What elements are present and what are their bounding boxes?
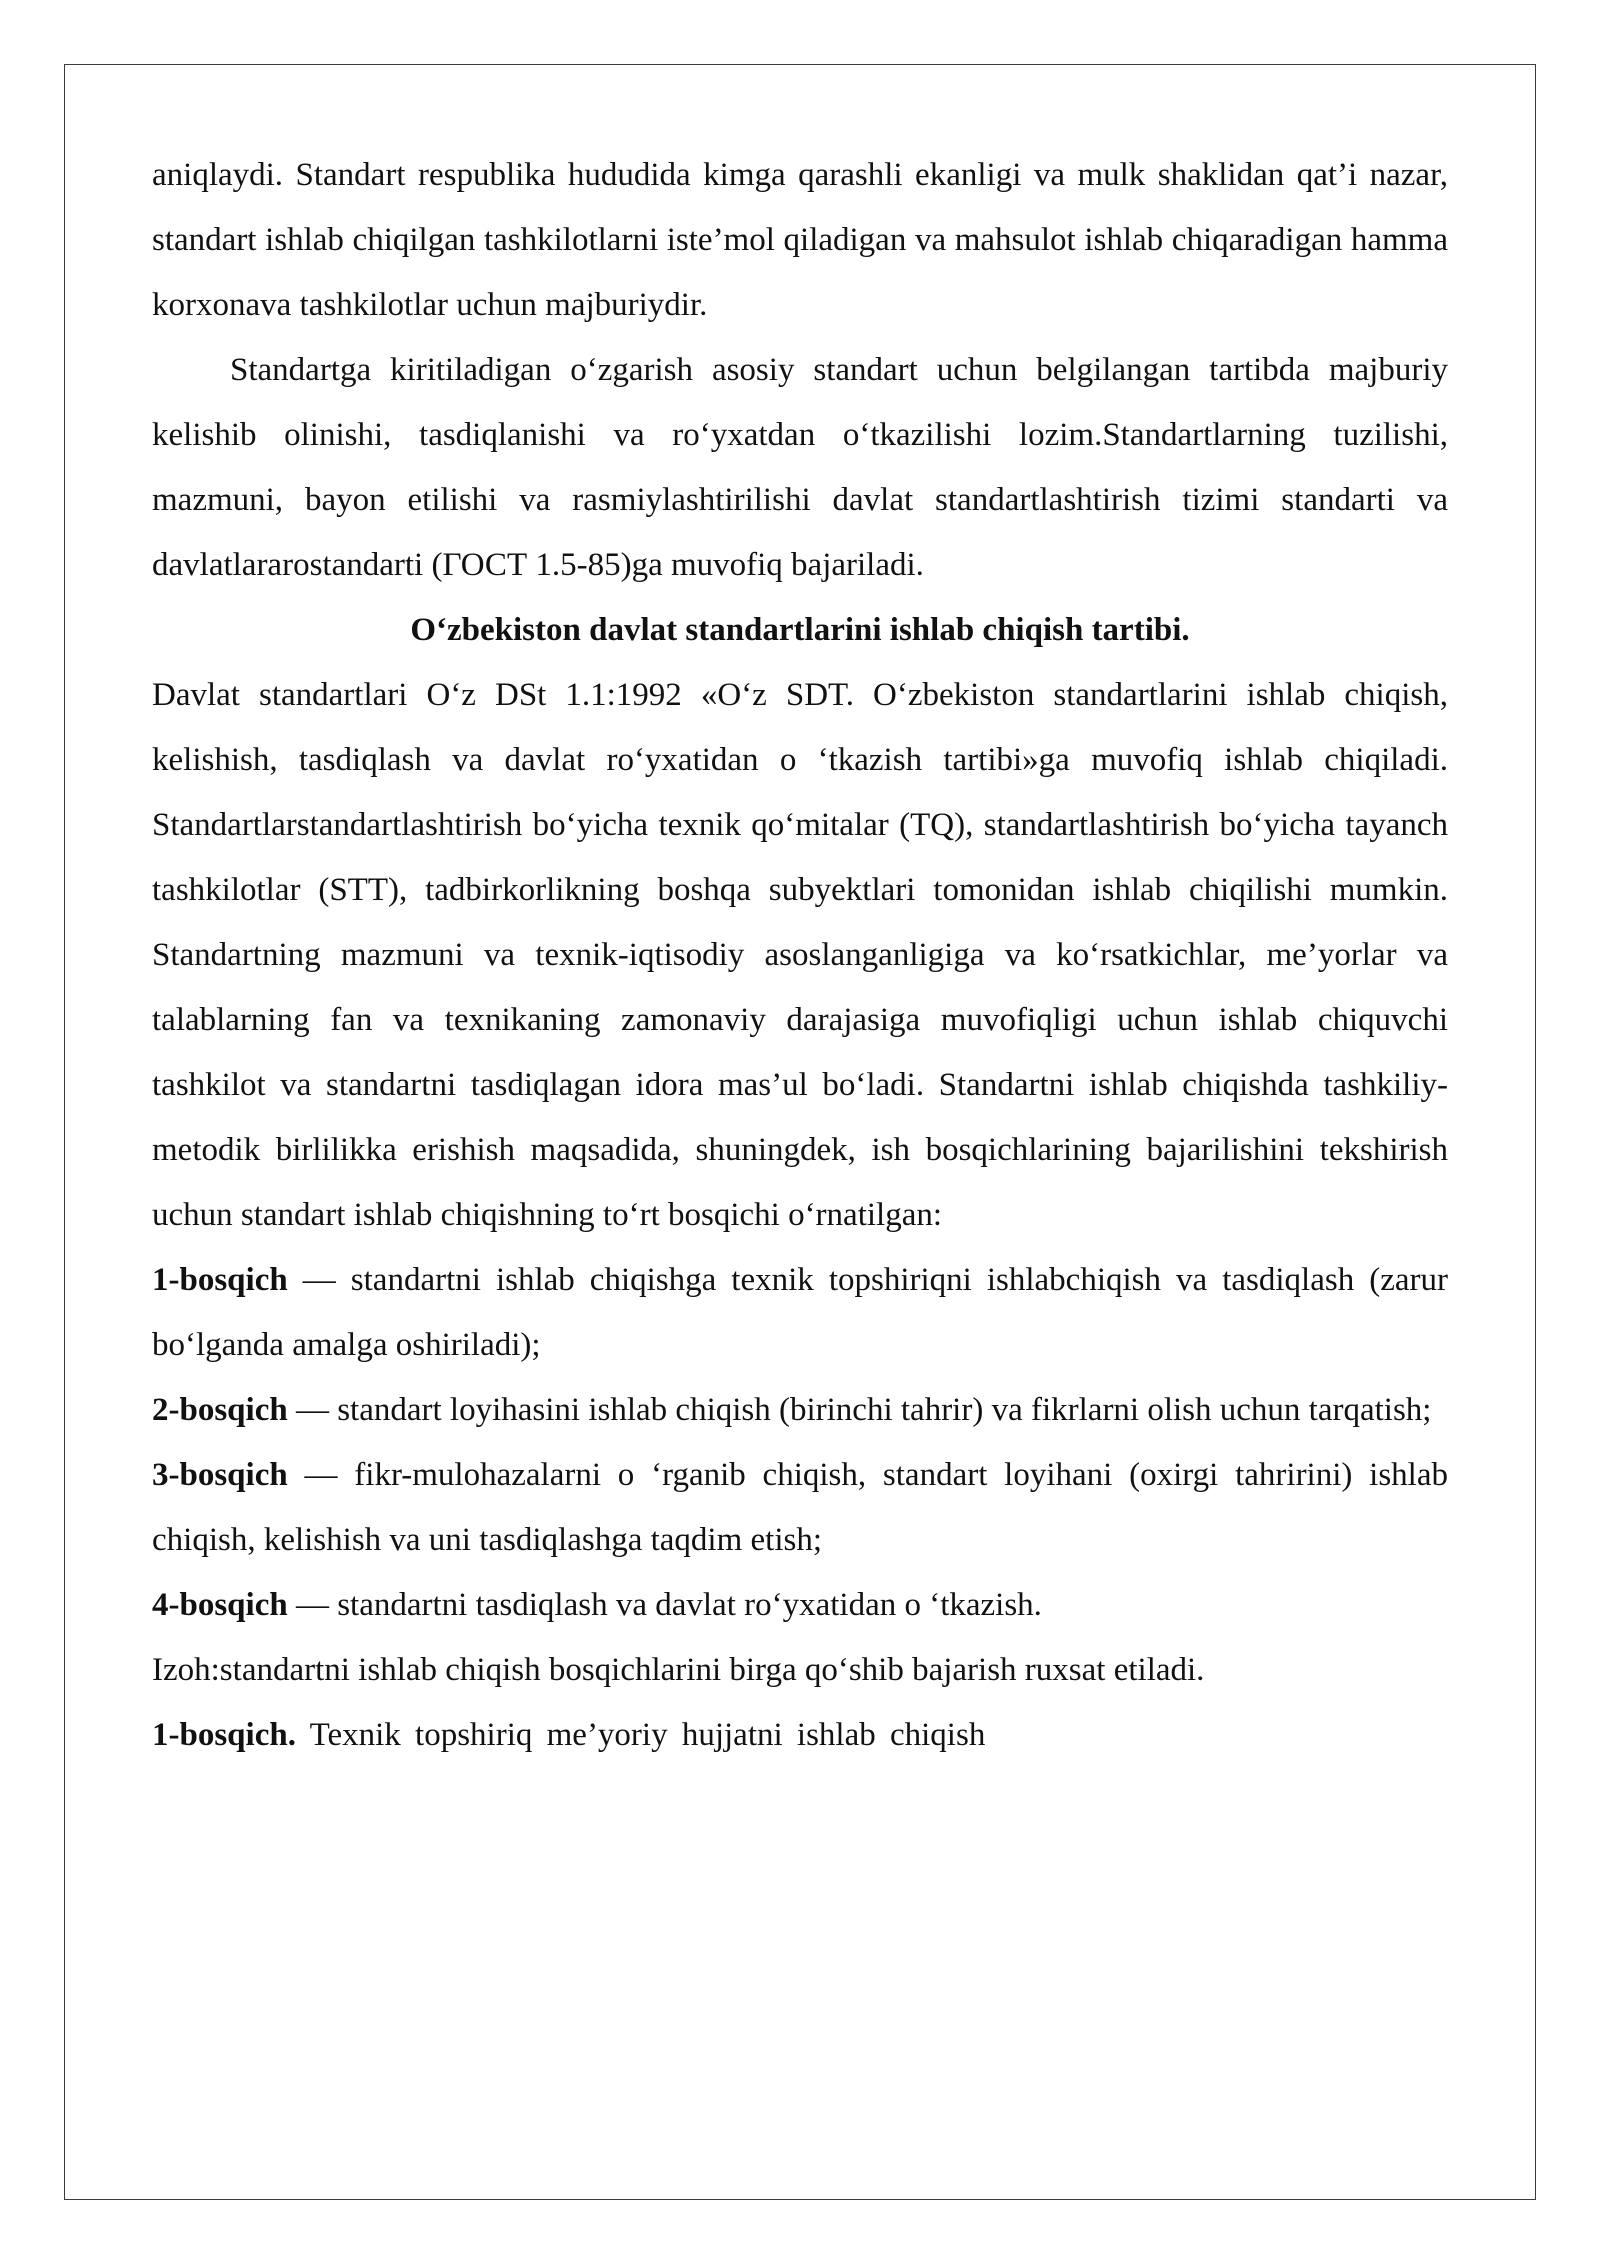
step-2 <box>152 1378 1448 1443</box>
step-1-detail <box>152 1703 1448 1768</box>
note: Izoh:standartni ishlab chiqish bosqichlarini birga qo‘shib bajarish ruxsat etiladi. <box>152 1652 1205 1688</box>
step-text: — standart loyihasini ishlab chiqish (birinchi tahrir) va fikrlarni olish uchun tarqatish; <box>287 1392 1432 1428</box>
step-label: 2-bosqich <box>152 1392 288 1428</box>
step-3 <box>152 1443 1448 1573</box>
step-label: 1-bosqich. <box>152 1717 296 1753</box>
step-1 <box>152 1248 1448 1378</box>
step-text: — fikr-mulohazalarni o ‘rganib chiqish, standart loyihani (oxirgi tahririni) ishlab chiqish, kelishish va uni tasdiqlashga taqdim etish; <box>152 1457 1448 1558</box>
paragraph-changes: Standartga kiritiladigan o‘zgarish asosiy standart uchun belgilangan tartibda majburiy kelishib olinishi, tasdiqlanishi va ro‘yxatdan o‘tkazilishi lozim.Standartlarning tuzilishi, mazmuni, bayon etilishi va rasmiylashtirilishi davlat standartlashtirish tizimi standarti va davlatlararostandarti (ГОСТ 1.5-85)ga muvofiq bajariladi. <box>152 352 1448 583</box>
paragraph-intro: aniqlaydi. Standart respublika hududida kimga qarashli ekanligi va mulk shaklidan qat’i nazar, standart ishlab chiqilgan tashkilotlarni iste’mol qiladigan va mahsulot ishlab chiqaradigan hamma korxonava tashkilotlar uchun majburiydir. <box>152 157 1448 323</box>
step-text: Texnik topshiriq me’yoriy hujjatni ishlab chiqish <box>295 1717 986 1753</box>
section-heading: O‘zbekiston davlat standartlarini ishlab chiqish tartibi. <box>410 612 1190 648</box>
paragraph-development: Davlat standartlari O‘z DSt 1.1:1992 «O‘z SDT. O‘zbekiston standartlarini ishlab chiqish, kelishish, tasdiqlash va davlat ro‘yxatidan o ‘tkazish tartibi»ga muvofiq ishlab chiqiladi. Standartlarstandartlashtirish bo‘yicha texnik qo‘mitalar (TQ), standartlashtirish bo‘yicha tayanch tashkilotlar (STT), tadbirkorlikning boshqa subyektlari tomonidan ishlab chiqilishi mumkin. Standartning mazmuni va texnik-iqtisodiy asoslanganligiga va ko‘rsatkichlar, me’yorlar va talablarning fan va texnikaning zamonaviy darajasiga muvofiqligi uchun ishlab chiquvchi tashkilot va standartni tasdiqlagan idora mas’ul bo‘ladi. Standartni ishlab chiqishda tashkiliy-metodik birlilikka erishish maqsadida, shuningdek, ish bosqichlarining bajarilishini tekshirish uchun standart ishlab chiqishning to‘rt bosqichi o‘rnatilgan: <box>152 677 1448 1233</box>
step-label: 4-bosqich <box>152 1587 288 1623</box>
step-4 <box>152 1573 1448 1638</box>
step-text: — standartni ishlab chiqishga texnik topshiriqni ishlabchiqish va tasdiqlash (zarur bo‘lganda amalga oshiriladi); <box>152 1262 1448 1363</box>
step-label: 1-bosqich <box>152 1262 288 1298</box>
step-label: 3-bosqich <box>152 1457 288 1493</box>
step-text: — standartni tasdiqlash va davlat ro‘yxatidan o ‘tkazish. <box>287 1587 1042 1623</box>
document-body <box>152 143 1448 1768</box>
